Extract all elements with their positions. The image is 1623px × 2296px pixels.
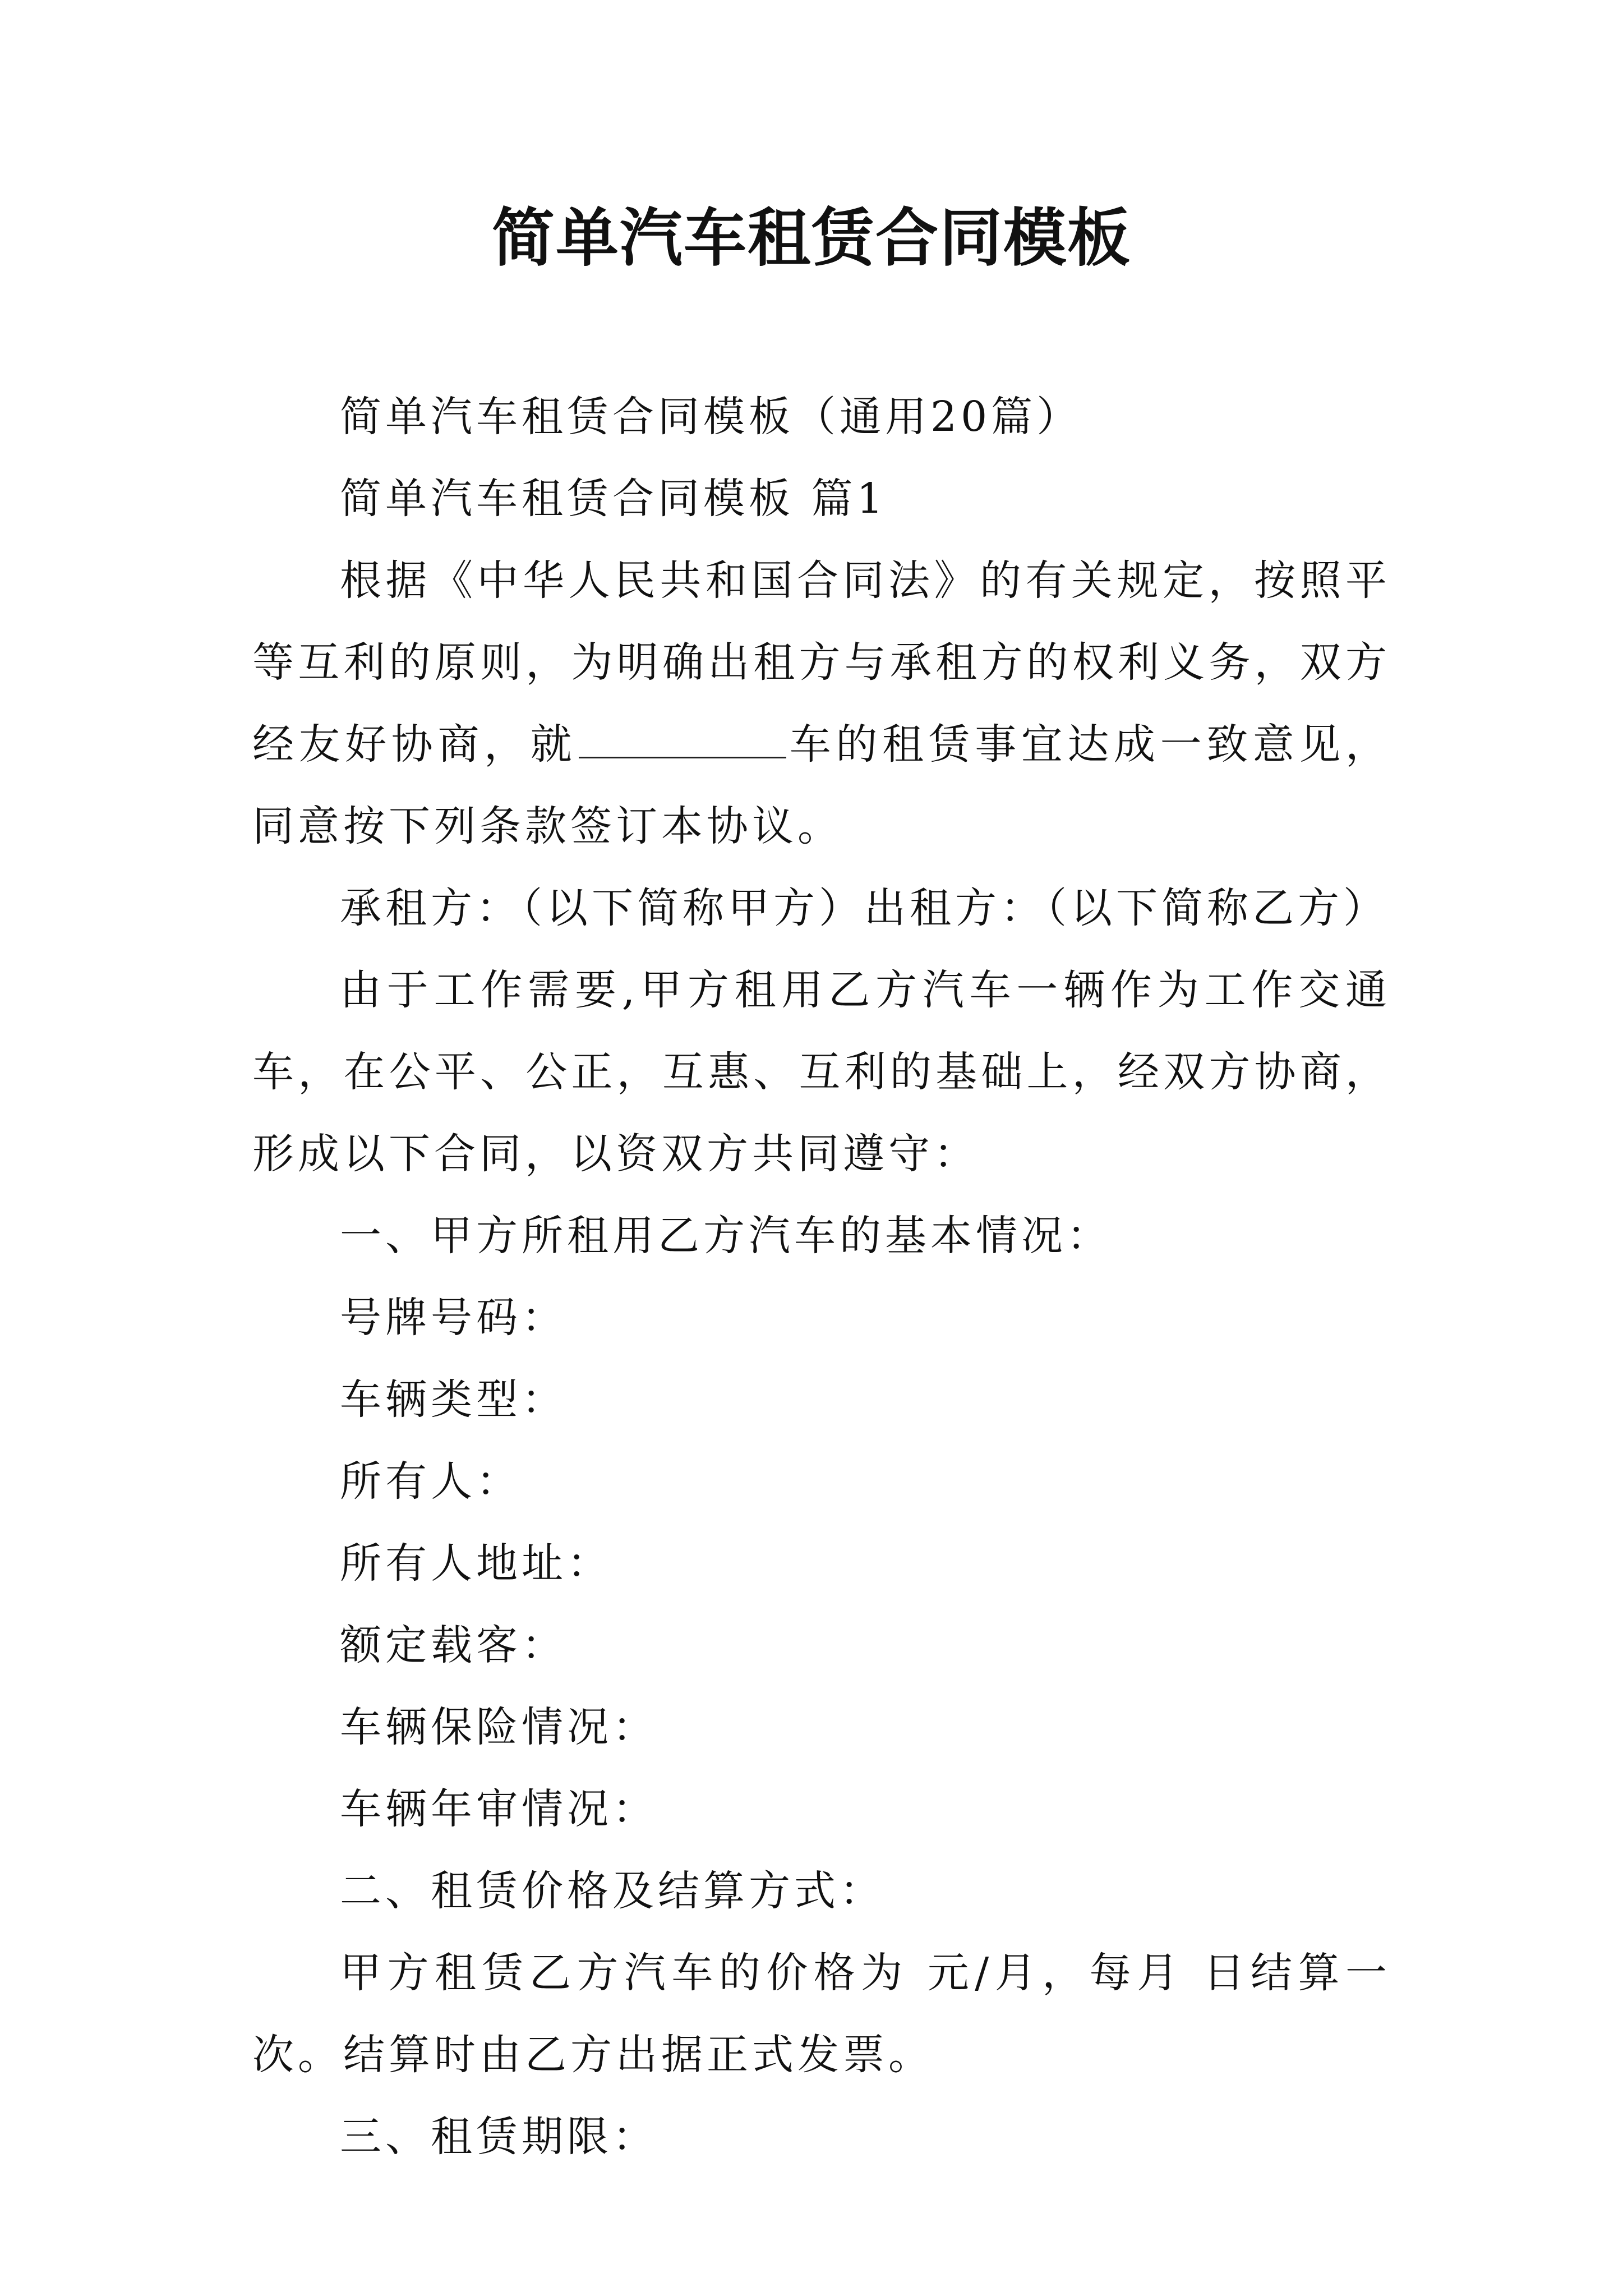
document-title: 简单汽车租赁合同模板 (492, 202, 1131, 275)
subtitle: 简单汽车租赁合同模板（通用20篇） (340, 393, 1082, 441)
vehicle-field-plate-number: 号牌号码： (340, 1294, 567, 1342)
purpose-paragraph: 由于工作需要,甲方租用乙方汽车一辆作为工作交通车，在公平、公正，互惠、互利的基础上，经双方协商，形成以下合同，以资双方共同遵守： (252, 966, 1391, 1178)
parties-paragraph: 承租方：（以下简称甲方）出租方：（以下简称乙方） (340, 884, 1389, 932)
section-heading: 简单汽车租赁合同模板 篇1 (340, 475, 887, 523)
intro-text-before-blank: 根据《中华人民共和国合同法》的有关规定，按照平等互利的原则，为明确出租方与承租方的权利义务，双方经友好协商，就 (252, 556, 1391, 769)
vehicle-field-insurance: 车辆保险情况： (340, 1703, 658, 1751)
vehicle-field-seat-capacity: 额定载客： (340, 1621, 567, 1669)
clause-1-heading: 一、甲方所租用乙方汽车的基本情况： (340, 1212, 1112, 1260)
vehicle-field-vehicle-type: 车辆类型： (340, 1375, 567, 1424)
document-body (252, 376, 1391, 2178)
blank-line (579, 723, 786, 758)
vehicle-field-owner-address: 所有人地址： (340, 1539, 612, 1588)
vehicle-field-annual-inspection: 车辆年审情况： (340, 1785, 658, 1833)
clause-2-text: 甲方租赁乙方汽车的价格为 元/月，每月 日结算一次。结算时由乙方出据正式发票。 (252, 1949, 1391, 2079)
clause-2-heading: 二、租赁价格及结算方式： (340, 1867, 885, 1915)
clause-3-heading: 三、租赁期限： (340, 2113, 658, 2161)
vehicle-field-owner: 所有人： (340, 1457, 522, 1506)
intro-text-after-blank: 车的租赁事宜达成一致意见，同意按下列条款签订本协议。 (252, 720, 1391, 850)
intro-paragraph (252, 540, 1391, 867)
